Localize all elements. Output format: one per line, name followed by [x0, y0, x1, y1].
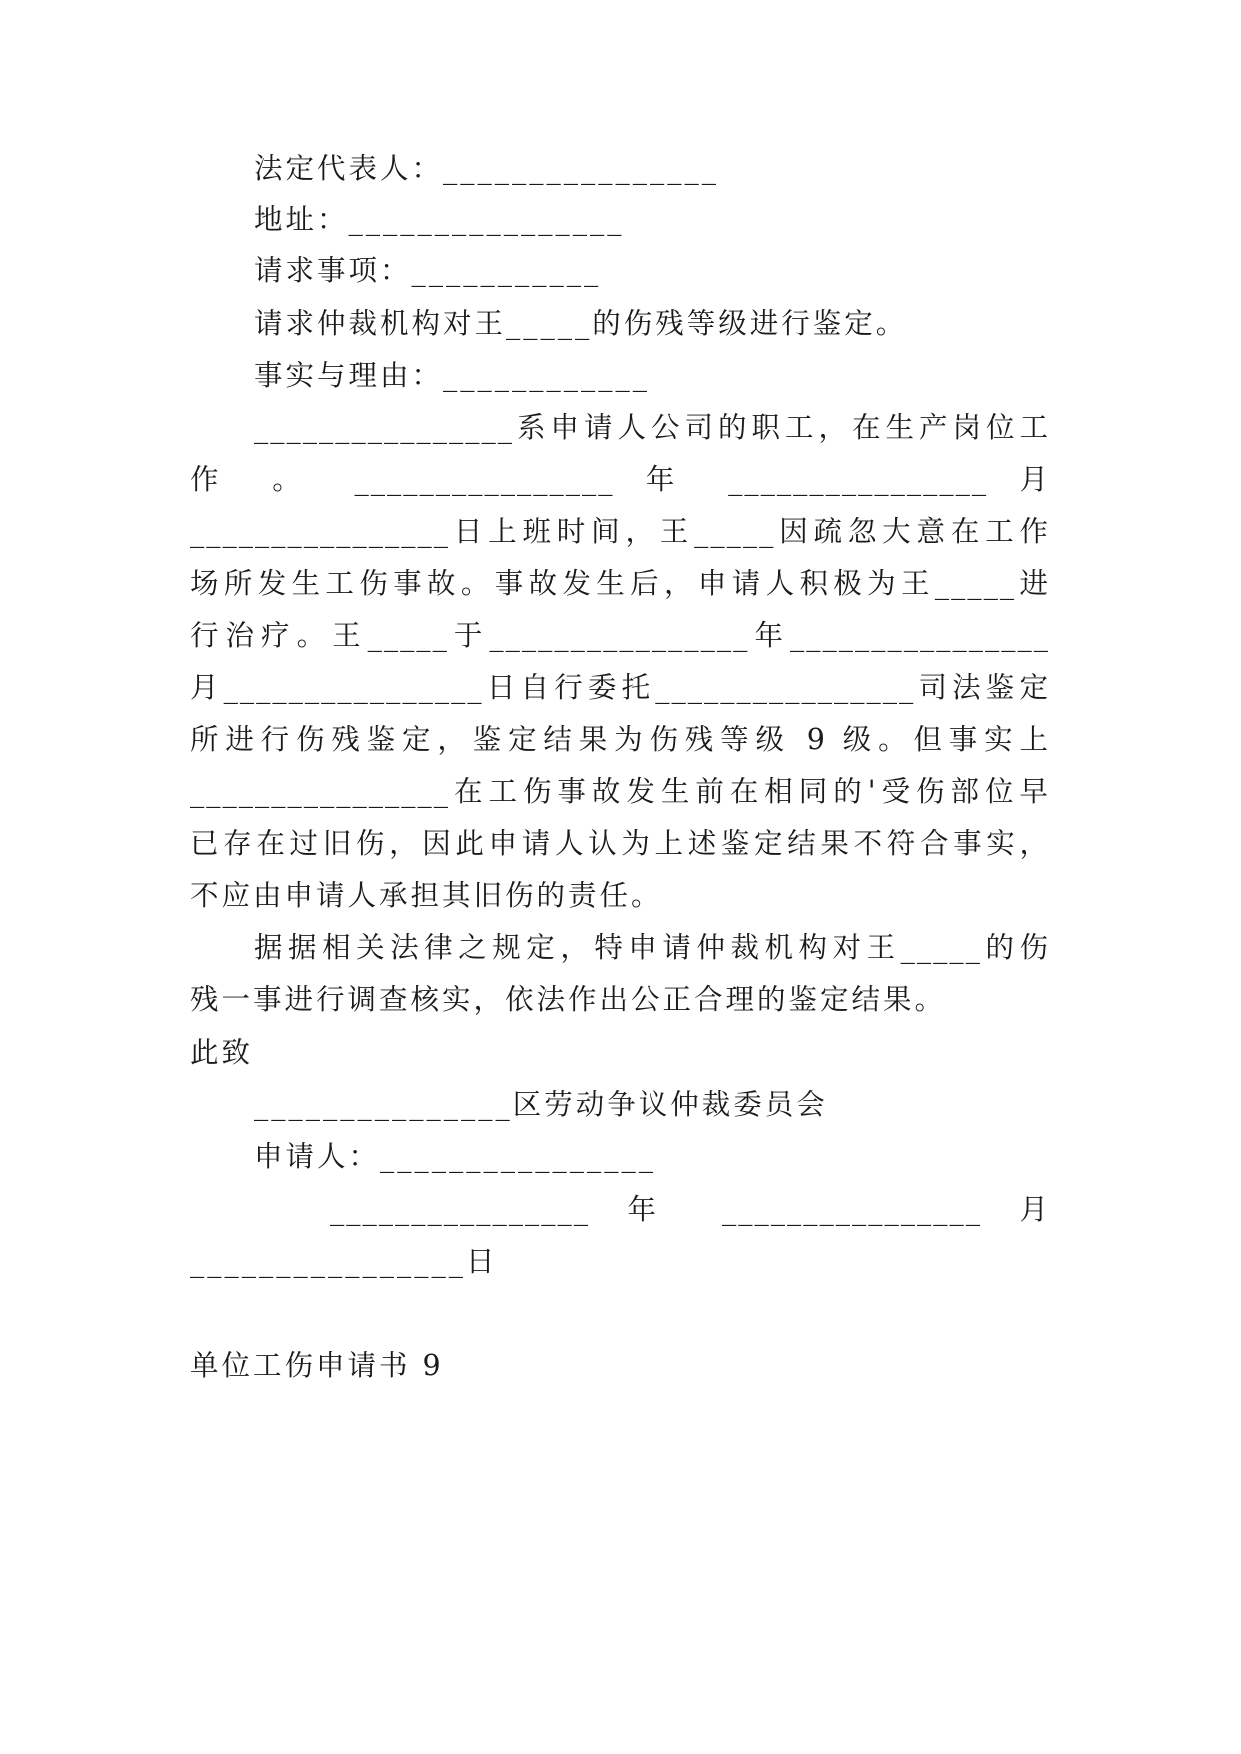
legal-representative-line: 法定代表人：________________ — [254, 152, 720, 185]
conclusion-paragraph-line: 据据相关法律之规定，特申请仲裁机构对王_____的伤 — [254, 931, 1050, 964]
facts-paragraph-line: 行治疗。王_____于________________年________________ — [190, 619, 1050, 652]
applicant-signature-line: 申请人：________________ — [254, 1140, 657, 1173]
facts-paragraph-line: ________________日上班时间，王_____因疏忽大意在工作 — [190, 515, 1050, 548]
next-section-title: 单位工伤申请书 9 — [190, 1349, 444, 1382]
facts-paragraph-line: 已存在过旧伤，因此申请人认为上述鉴定结果不符合事实， — [190, 827, 1050, 860]
facts-paragraph-line: 月________________日自行委托________________司法鉴定 — [190, 671, 1050, 704]
facts-reasons-line: 事实与理由：____________ — [254, 359, 651, 392]
request-content-line: 请求仲裁机构对王_____的伤残等级进行鉴定。 — [254, 307, 908, 340]
salutation: 此致 — [190, 1036, 254, 1069]
conclusion-paragraph-line: 残一事进行调查核实，依法作出公正合理的鉴定结果。 — [190, 983, 947, 1016]
date-line: ________________ 年 ________________ 月 — [330, 1193, 1050, 1226]
recipient-line: _______________区劳动争议仲裁委员会 — [254, 1088, 828, 1121]
facts-paragraph-line: 作 。 ________________ 年 ________________ 月 — [190, 463, 1050, 496]
address-line: 地址：________________ — [254, 203, 625, 236]
request-items-line: 请求事项：___________ — [254, 254, 602, 287]
facts-paragraph-line: 所进行伤残鉴定，鉴定结果为伤残等级 9 级。但事实上 — [190, 723, 1050, 756]
facts-paragraph-line: ________________在工伤事故发生前在相同的'受伤部位早 — [190, 775, 1050, 808]
date-day-line: ________________日 — [190, 1245, 498, 1278]
facts-paragraph-line: 场所发生工伤事故。事故发生后，申请人积极为王_____进 — [190, 567, 1050, 600]
facts-paragraph-line: 不应由申请人承担其旧伤的责任。 — [190, 879, 663, 912]
facts-paragraph-line: ________________系申请人公司的职工，在生产岗位工 — [254, 411, 1050, 444]
